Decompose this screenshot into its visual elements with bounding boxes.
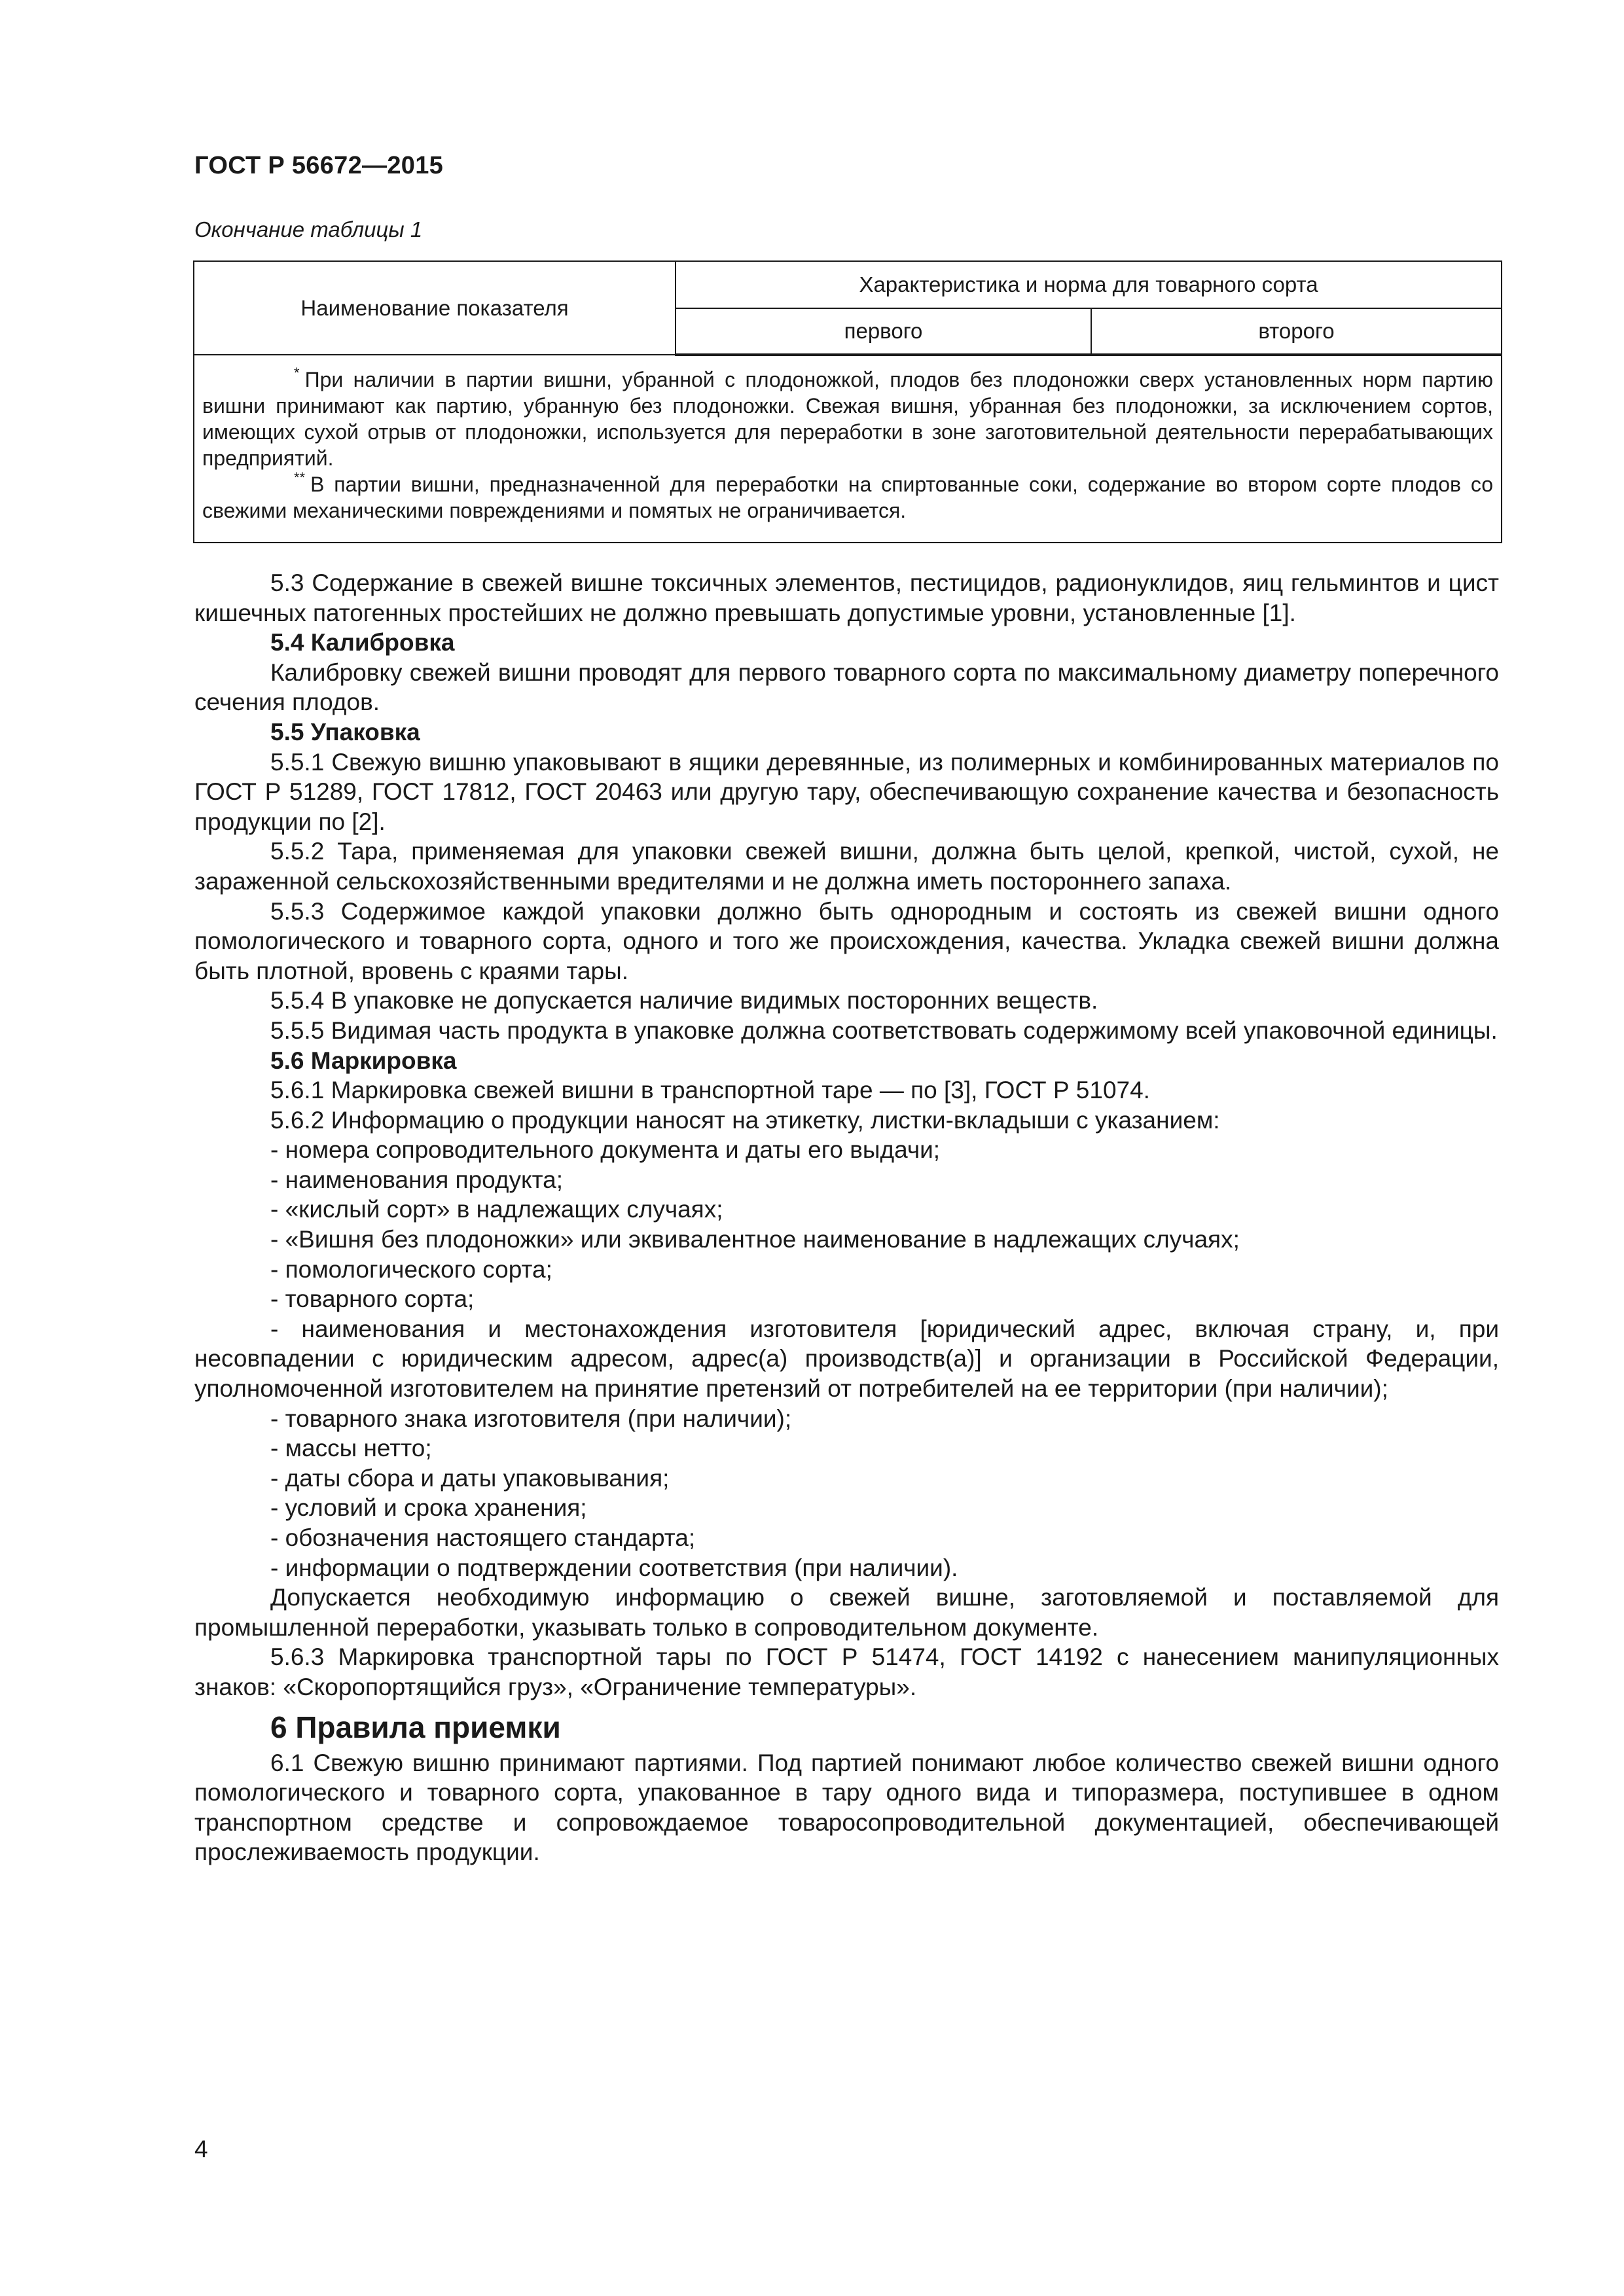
list-item: - «Вишня без плодоножки» или эквивалентное наименование в надлежащих случаях; (270, 1226, 1240, 1253)
table-caption: Окончание таблицы 1 (194, 217, 423, 242)
footnote-2-text: В партии вишни, предназначенной для переработки на спиртованные соки, содержание во втором сорте плодов со свежими механическими повреждениями и помятых не ограничивается. (202, 473, 1493, 522)
footnote-1-text: При наличии в партии вишни, убранной с плодоножкой, плодов без плодоножки сверх установленных норм партию вишни принимают как партию, убранную без плодоножки. Свежая вишня, убранная без плодоножки, за исключением сортов, имеющих сухой отрыв от плодоножки, используется для переработки в зоне заготовительной деятельности перерабатывающих предприятий. (202, 368, 1493, 470)
list-item: - наименования и местонахождения изготовителя [юридический адрес, включая страну, и, при несовпадении с юридическим адресом, адрес(а) производств(а)] и организации в Российской Федерации, уполномоченной изготовителем на принятие претензий от потребителей на ее территории (при наличии); (194, 1315, 1499, 1403)
header-cell-characteristic: Характеристика и норма для товарного сорта (676, 261, 1502, 308)
list-item: - помологического сорта; (270, 1255, 552, 1283)
section-6-heading: 6 Правила приемки (270, 1710, 561, 1744)
paragraph-allowance: Допускается необходимую информацию о свежей вишне, заготовляемой и поставляемой для промышленной переработки, указывать только в сопроводительном документе. (194, 1584, 1499, 1641)
header-cell-second-grade: второго (1091, 308, 1502, 355)
heading-5-5: 5.5 Упаковка (270, 718, 420, 745)
paragraph-5-3: 5.3 Содержание в свежей вишне токсичных элементов, пестицидов, радионуклидов, яиц гельминтов и цист кишечных патогенных простейших не должно превышать допустимые уровни, установленные [1]. (194, 569, 1499, 626)
footnote-marker-2: ** (294, 469, 306, 486)
footnote-marker-1: * (294, 365, 300, 381)
paragraph-5-5-2: 5.5.2 Тара, применяемая для упаковки свежей вишни, должна быть целой, крепкой, чистой, сухой, не зараженной сельскохозяйственными вредителями и не должна иметь постороннего запаха. (194, 838, 1499, 895)
heading-5-4: 5.4 Калибровка (270, 629, 455, 656)
body-text (194, 568, 1499, 1867)
list-item: - обозначения настоящего стандарта; (270, 1524, 696, 1551)
list-item: - номера сопроводительного документа и даты его выдачи; (270, 1136, 941, 1164)
paragraph-5-6-2: 5.6.2 Информацию о продукции наносят на этикетку, листки-вкладыши с указанием: (270, 1106, 1220, 1134)
footnote-2 (202, 471, 1493, 524)
heading-5-6: 5.6 Маркировка (270, 1047, 457, 1074)
list-item: - «кислый сорт» в надлежащих случаях; (270, 1196, 723, 1223)
table-footnotes (194, 355, 1502, 543)
paragraph-5-5-3: 5.5.3 Содержимое каждой упаковки должно быть однородным и состоять из свежей вишни одного помологического и товарного сорта, одного и того же происхождения, качества. Укладка свежей вишни должна быть плотной, вровень с краями тары. (194, 897, 1499, 984)
header-cell-name: Наименование показателя (194, 261, 676, 355)
paragraph-5-6-1: 5.6.1 Маркировка свежей вишни в транспортной таре — по [3], ГОСТ Р 51074. (270, 1077, 1150, 1104)
list-item: - товарного знака изготовителя (при наличии); (270, 1405, 792, 1432)
page-number: 4 (194, 2136, 208, 2162)
paragraph-6-1: 6.1 Свежую вишню принимают партиями. Под партией понимают любое количество свежей вишни одного помологического и товарного сорта, упакованное в тару одного вида и типоразмера, поступившее в одном транспортном средстве и сопровождаемое товаросопроводительной документацией, обеспечивающей прослеживаемость продукции. (194, 1749, 1499, 1866)
table-1-end (193, 260, 1502, 543)
paragraph-5-5-1: 5.5.1 Свежую вишню упаковывают в ящики деревянные, из полимерных и комбинированных материалов по ГОСТ Р 51289, ГОСТ 17812, ГОСТ 20463 или другую тару, обеспечивающую сохранение качества и безопасность продукции по [2]. (194, 748, 1499, 835)
list-item: - массы нетто; (270, 1435, 432, 1462)
paragraph-5-5-5: 5.5.5 Видимая часть продукта в упаковке должна соответствовать содержимому всей упаковочной единицы. (270, 1016, 1498, 1044)
header-cell-first-grade: первого (676, 308, 1091, 355)
list-item: - даты сбора и даты упаковывания; (270, 1464, 670, 1492)
paragraph-5-6-3: 5.6.3 Маркировка транспортной тары по ГОСТ Р 51474, ГОСТ 14192 с нанесением манипуляционных знаков: «Скоропортящийся груз», «Ограничение температуры». (194, 1643, 1499, 1700)
footnote-1 (202, 367, 1493, 471)
paragraph-5-5-4: 5.5.4 В упаковке не допускается наличие видимых посторонних веществ. (270, 987, 1098, 1014)
document-header: ГОСТ Р 56672—2015 (194, 152, 444, 179)
list-item: - товарного сорта; (270, 1285, 475, 1313)
list-item: - условий и срока хранения; (270, 1494, 587, 1522)
list-item: - информации о подтверждении соответствия (при наличии). (270, 1554, 958, 1581)
list-item: - наименования продукта; (270, 1166, 563, 1193)
paragraph-5-4: Калибровку свежей вишни проводят для первого товарного сорта по максимальному диаметру поперечного сечения плодов. (194, 658, 1499, 716)
